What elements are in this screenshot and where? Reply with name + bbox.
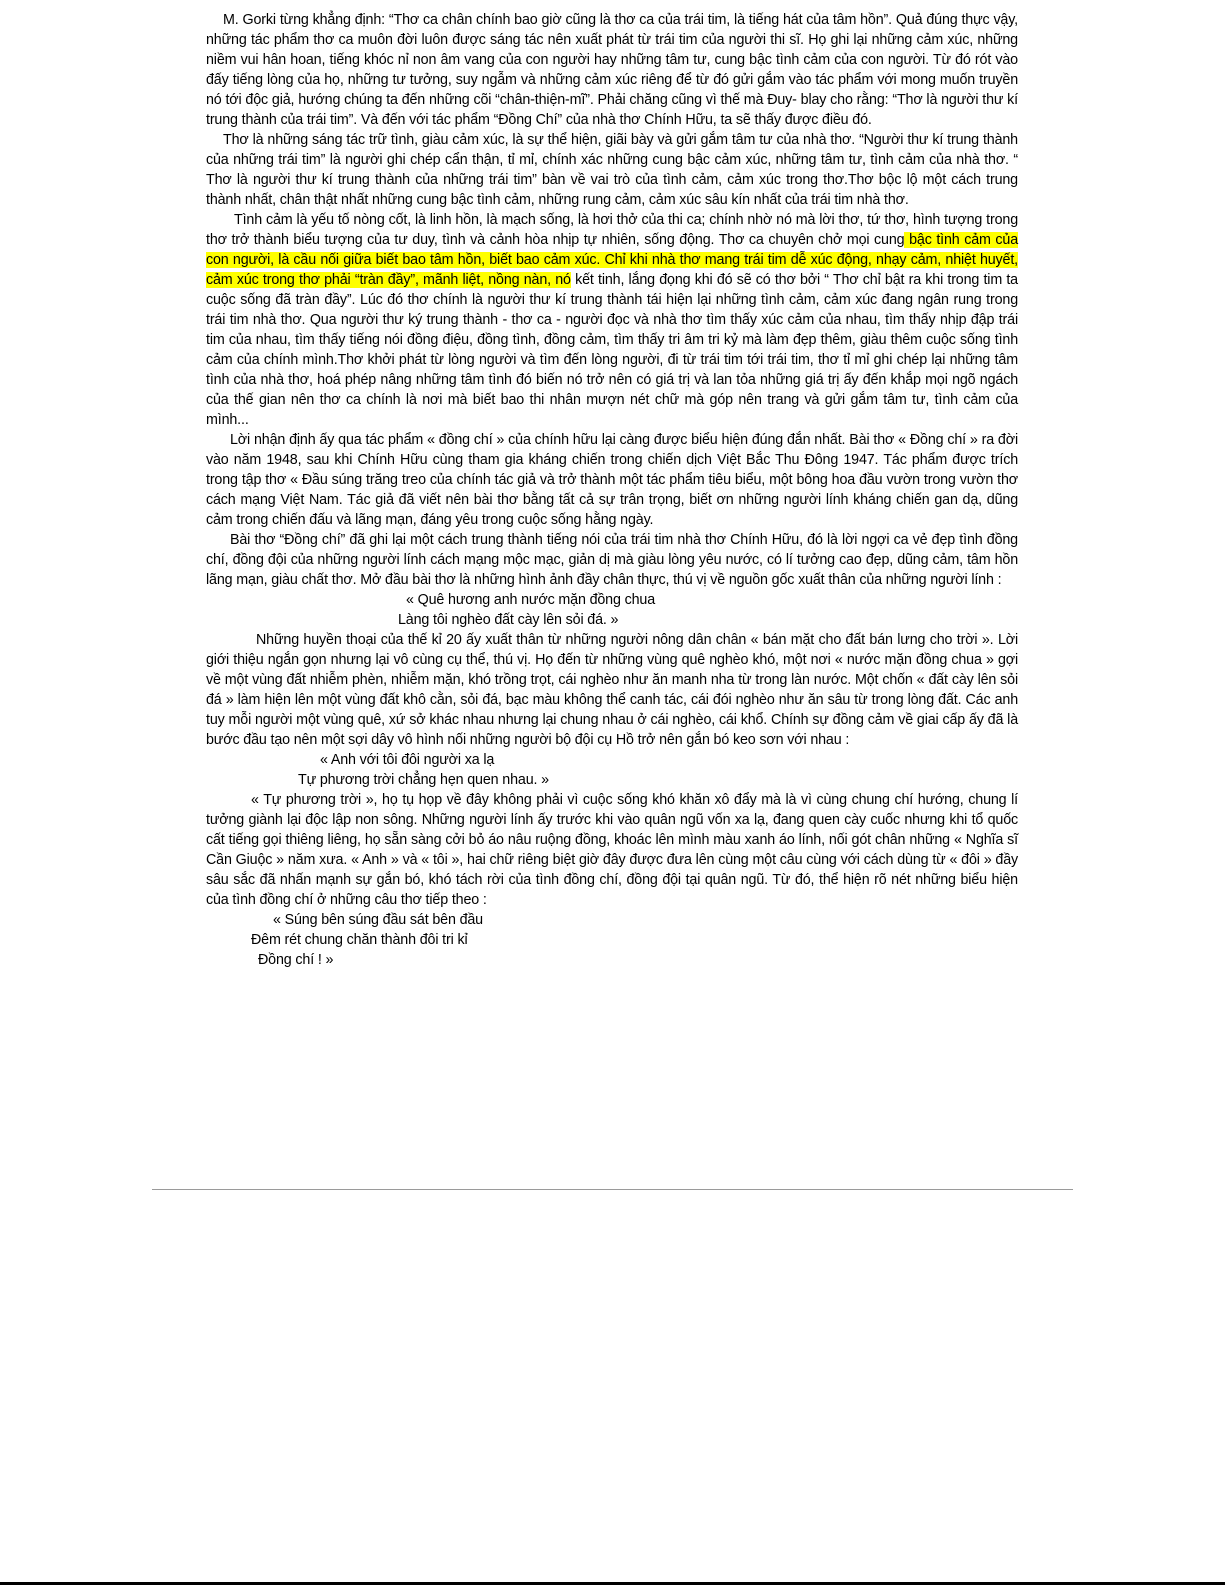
poem-line: « Anh với tôi đôi người xa lạ xyxy=(320,752,495,768)
paragraph-5: Bài thơ “Đồng chí” đã ghi lại một cách trung thành tiếng nói của trái tim nhà thơ Chính Hữu, đó là lời ngợi ca vẻ đẹp tình đồng chí, đồng đội của những người lính cách mạng mộc mạc, giản dị mà giàu lòng yêu nước, có lí tưởng cao đẹp, dũng cảm, tâm hồn lãng mạn, giàu chất thơ. Mở đầu bài thơ là những hình ảnh đầy chân thực, thú vị về nguồn gốc xuất thân của những người lính : xyxy=(206,532,1018,588)
paragraph-2: Thơ là những sáng tác trữ tình, giàu cảm xúc, là sự thể hiện, giãi bày và gửi gắm tâm tư của nhà thơ. “Người thư kí trung thành của những trái tim” là người ghi chép cẩn thận, tỉ mỉ, chính xác những cung bậc cảm xúc, những tâm tư, tình cảm của nhà thơ. “ Thơ là người thư kí trung thành của những trái tim” bàn về vai trò của tình cảm, cảm xúc trong thơ.Thơ bộc lộ một cách trung thành nhất, chân thật nhất những cung bậc tình cảm, những rung cảm, cảm xúc sâu kín nhất của trái tim nhà thơ. xyxy=(206,132,1018,208)
poem-line: Đồng chí ! » xyxy=(258,952,334,968)
highlighted-text: bậc tình cảm của con người, là cầu nối giữa biết bao tâm hồn, biết bao cảm xúc. Chỉ khi nhà thơ mang trái tim dễ xúc động, nhạy cảm, nhiệt huyết, cảm xúc trong thơ phải “tràn đầy”, mãnh liệt, nồng nàn, nó xyxy=(206,232,1018,288)
paragraph-3 xyxy=(206,210,1018,430)
page-footer-divider xyxy=(152,1189,1073,1190)
poem-line: Làng tôi nghèo đất cày lên sỏi đá. » xyxy=(398,612,619,628)
paragraph-3-text: Tình cảm là yếu tố nòng cốt, là linh hồn, là mạch sống, là hơi thở của thi ca; chính nhờ nó mà lời thơ, tứ thơ, hình tượng trong thơ trở thành biểu tượng của tư duy, tình và cảnh hòa nhịp tự nhiên, sống động. Thơ ca chuyên chở mọi cung xyxy=(206,212,1018,248)
poem-line: « Súng bên súng đầu sát bên đầu xyxy=(273,912,483,928)
poem-line: Đêm rét chung chăn thành đôi tri kỉ xyxy=(251,932,468,948)
paragraph-3-text-end: kết tinh, lắng đọng khi đó sẽ có thơ bởi “ Thơ chỉ bật ra khi trong tim ta cuộc sống đã tràn đầy”. Lúc đó thơ chính là người thư kí trung thành tái hiện lại những tình cảm, cảm xúc đang ngân rung trong trái tim nhà thơ. Qua người thư ký trung thành - thơ ca - người đọc và nhà thơ tìm thấy xúc cảm của nhau, tìm thấy nhịp đập trái tim của nhau, tìm thấy tiếng nói đồng điệu, đồng tình, đồng cảm, tìm thấy tri âm tri kỷ mà làm đẹp thêm, giàu thêm cuộc sống tình cảm của chính mình.Thơ khởi phát từ lòng người và tìm đến lòng người, đi từ trái tim tới trái tim, thơ tỉ mỉ ghi chép lại những tâm tình của nhà thơ, hoá phép nâng những tâm tình đó biến nó trở nên có giá trị và lan tỏa những giá trị ấy đến khắp mọi ngõ ngách của thế gian nên thơ ca chính là nơi mà biết bao thi nhân mượn nét chữ mà góp nên trang và gửi gắm tâm tư, tình cảm của mình... xyxy=(206,272,1018,428)
paragraph-7: « Tự phương trời », họ tụ họp về đây không phải vì cuộc sống khó khăn xô đẩy mà là vì cùng chung chí hướng, chung lí tưởng giành lại độc lập non sông. Những người lính ấy trước khi vào quân ngũ vốn xa lạ, đang quen cày cuốc nhưng khi tổ quốc cất tiếng gọi thiêng liêng, họ sẵn sàng cởi bỏ áo nâu ruộng đồng, khoác lên mình màu xanh áo lính, nối gót chân những « Nghĩa sĩ Cần Giuộc » năm xưa. « Anh » và « tôi », hai chữ riêng biệt giờ đây được đưa lên cùng một câu cùng với cách dùng từ « đôi » đầy sâu sắc đã nhấn mạnh sự gắn bó, khó tách rời của tình đồng chí, đồng đội tại quân ngũ. Từ đó, thể hiện rõ nét những biểu hiện của tình đồng chí ở những câu thơ tiếp theo : xyxy=(206,792,1018,908)
poem-line: « Quê hương anh nước mặn đồng chua xyxy=(406,592,655,608)
paragraph-1: M. Gorki từng khẳng định: “Thơ ca chân chính bao giờ cũng là thơ ca của trái tim, là tiếng hát của tâm hồn”. Quả đúng thực vậy, những tác phẩm thơ ca muôn đời luôn được sáng tác nên xuất phát từ trái tim của người thi sĩ. Họ ghi lại những cảm xúc, những niềm vui hân hoan, tiếng khóc nỉ non âm vang của con người hay những tâm tư, cung bậc tình cảm của con người. Từ đó rót vào đấy tiếng lòng của họ, những tư tưởng, suy ngẫm và những cảm xúc riêng để từ đó gửi gắm vào tác phẩm với mong muốn truyền nó tới độc giả, hướng chúng ta đến những cõi “chân-thiện-mĩ”. Phải chăng cũng vì thế mà Đuy- blay cho rằng: “Thơ là người thư kí trung thành của trái tim”. Và đến với tác phẩm “Đồng Chí” của nhà thơ Chính Hữu, ta sẽ thấy được điều đó. xyxy=(206,12,1018,128)
document-body[interactable] xyxy=(206,10,1018,970)
poem-excerpt-1 xyxy=(206,590,1018,630)
poem-excerpt-2 xyxy=(206,750,1018,790)
paragraph-6: Những huyền thoại của thế kỉ 20 ấy xuất thân từ những người nông dân chân « bán mặt cho đất bán lưng cho trời ». Lời giới thiệu ngắn gọn nhưng lại vô cùng cụ thể, thú vị. Họ đến từ những vùng quê nghèo khó, một nơi « nước mặn đồng chua » gợi về một vùng đất nhiễm phèn, nhiễm mặn, khó trồng trọt, cái nghèo như ăn manh nha từ trong làn nước. Một chốn « đất cày lên sỏi đá » làm hiện lên một vùng đất khô cằn, sỏi đá, bạc màu không thể canh tác, cái đói nghèo như ăn sâu từ trong lòng đất. Các anh tuy mỗi người một vùng quê, xứ sở khác nhau nhưng lại chung nhau ở cái nghèo, cái khổ. Chính sự đồng cảm về giai cấp ấy đã là bước đầu tạo nên một sợi dây vô hình nối những người bộ đội cụ Hồ trở nên gắn bó keo sơn với nhau : xyxy=(206,632,1018,748)
poem-excerpt-3 xyxy=(206,910,1018,970)
poem-line: Tự phương trời chẳng hẹn quen nhau. » xyxy=(298,772,549,788)
paragraph-4: Lời nhận định ấy qua tác phẩm « đồng chí » của chính hữu lại càng được biểu hiện đúng đắn nhất. Bài thơ « Đồng chí » ra đời vào năm 1948, sau khi Chính Hữu cùng tham gia kháng chiến trong chiến dịch Việt Bắc Thu Đông 1947. Tác phẩm được trích trong tập thơ « Đầu súng trăng treo của chính tác giả và trở thành một tác phẩm tiêu biểu, một bông hoa đầu vườn trong vườn thơ cách mạng Việt Nam. Tác giả đã viết nên bài thơ bằng tất cả sự trân trọng, biết ơn những người lính kháng chiến gan dạ, dũng cảm trong chiến đấu và lãng mạn, đáng yêu trong cuộc sống hằng ngày. xyxy=(206,432,1018,528)
